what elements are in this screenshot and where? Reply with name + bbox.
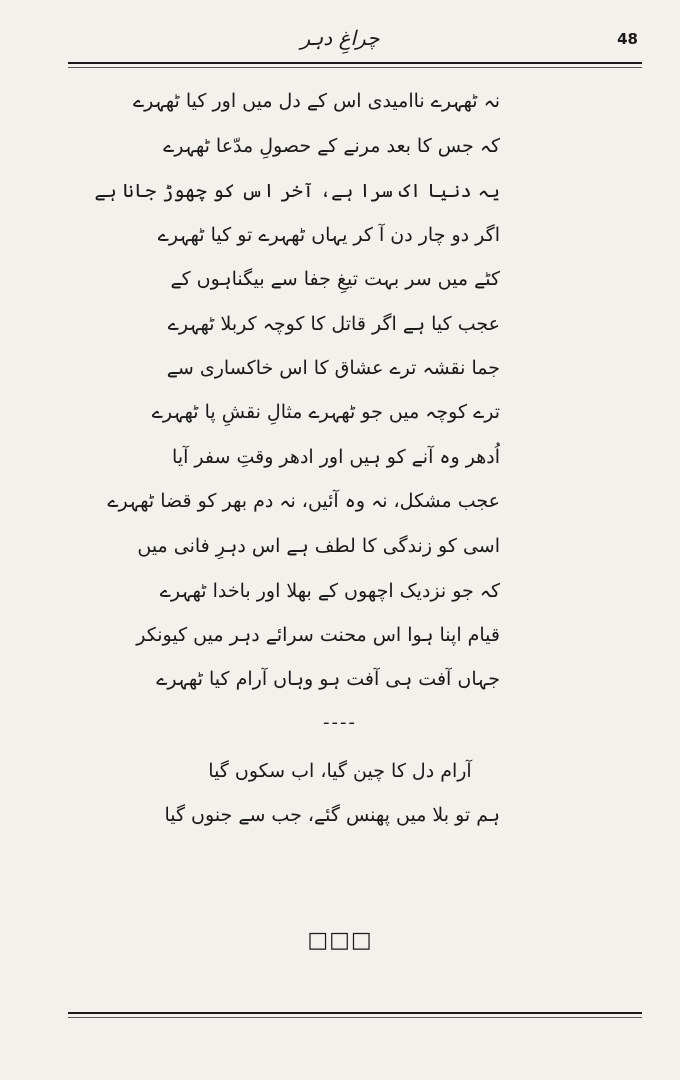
- verse-line: کہ جو نزدیک اچھوں کے بھلا اور باخدا ٹھہرے: [159, 580, 500, 602]
- verse-line: اُدھر وہ آنے کو ہیں اور ادھر وقتِ سفر آیا: [172, 446, 500, 468]
- verse-line: عجب کیا ہے اگر قاتل کا کوچہ کربلا ٹھہرے: [167, 313, 500, 335]
- verse-line: یہ دنیا اک سرا ہے، آخر اس کو چھوڑ جانا ہے: [94, 180, 500, 202]
- verse-line: اگر دو چار دن آ کر یہاں ٹھہرے تو کیا ٹھہرے: [157, 224, 500, 246]
- footer-rule-thin: [68, 1017, 642, 1018]
- page-header-title: چراغِ دہر: [300, 26, 380, 50]
- verse-line: نہ ٹھہرے ناامیدی اس کے دل میں اور کیا ٹھہرے: [133, 90, 500, 112]
- page-number: 48: [617, 30, 638, 48]
- verse-line: ہم تو بلا میں پھنس گئے، جب سے جنوں گیا: [164, 804, 500, 826]
- verse-line: جما نقشہ ترے عشاق کا اس خاکساری سے: [166, 357, 500, 379]
- verse-line: آرام دل کا چین گیا، اب سکوں گیا: [208, 760, 472, 782]
- footer-rule: [68, 1012, 642, 1014]
- verse-line: اسی کو زندگی کا لطف ہے اس دہرِ فانی میں: [137, 535, 500, 557]
- header-rule-thin: [68, 67, 642, 68]
- header-rule: [68, 62, 642, 64]
- verse-line: ترے کوچہ میں جو ٹھہرے مثالِ نقشِ پا ٹھہرے: [151, 401, 500, 423]
- verse-line: قیام اپنا ہوا اس محنت سرائے دہر میں کیونکر: [136, 624, 500, 646]
- poem-separator: ----: [323, 712, 357, 733]
- verse-line: کٹے میں سر بہت تیغِ جفا سے بیگناہوں کے: [170, 268, 500, 290]
- verse-line: کہ جس کا بعد مرنے کے حصولِ مدّعا ٹھہرے: [163, 135, 500, 157]
- verse-line: عجب مشکل، نہ وہ آئیں، نہ دم بھر کو قضا ٹھہرے: [107, 490, 500, 512]
- verse-line: جہاں آفت ہی آفت ہو وہاں آرام کیا ٹھہرے: [156, 668, 500, 690]
- end-ornament: □□□: [307, 928, 373, 953]
